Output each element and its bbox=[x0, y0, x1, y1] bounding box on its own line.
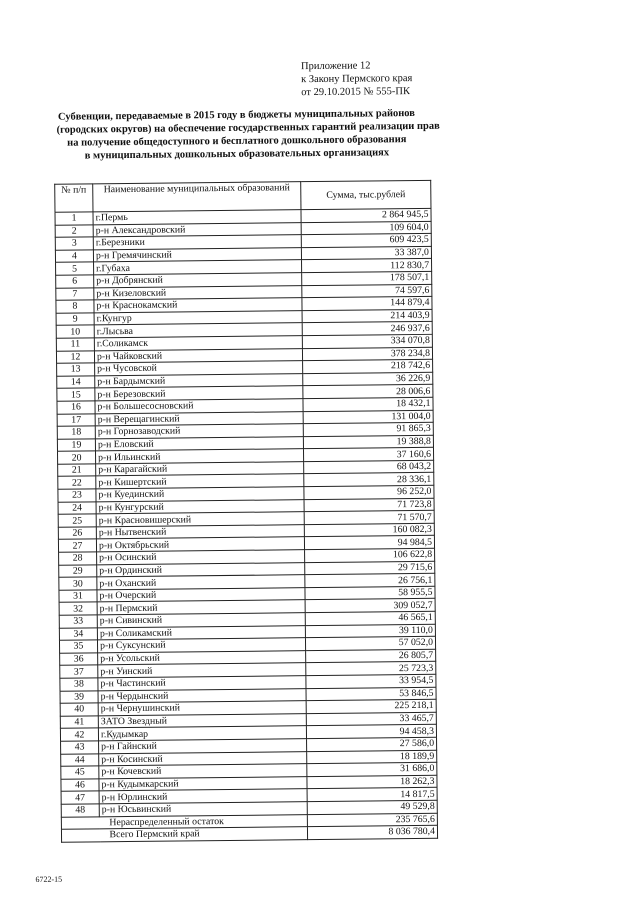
row-name: р-н Очерский bbox=[97, 587, 305, 602]
row-amount: 94 458,3 bbox=[306, 725, 436, 739]
row-name: р-н Пермский bbox=[97, 600, 305, 615]
row-name: р-н Бардымский bbox=[95, 373, 303, 388]
row-amount: 57 052,0 bbox=[305, 636, 435, 650]
row-name: р-н Верещагинский bbox=[95, 411, 303, 426]
row-amount: 27 586,0 bbox=[307, 737, 437, 751]
row-amount: 49 529,8 bbox=[307, 800, 437, 814]
row-amount: 36 226,9 bbox=[303, 372, 433, 386]
row-name: р-н Чернушинский bbox=[98, 701, 306, 716]
total-label: Всего Пермский край bbox=[99, 827, 307, 842]
appendix-reference bbox=[301, 59, 413, 99]
title-line: Субвенции, передаваемые в 2015 году в бюджеты муниципальных районов bbox=[57, 107, 416, 123]
row-number: 47 bbox=[61, 791, 99, 804]
row-number: 18 bbox=[57, 426, 95, 439]
row-name: р-н Юсьвинский bbox=[99, 802, 307, 817]
row-name: р-н Куединский bbox=[96, 487, 304, 502]
row-name: р-н Уинский bbox=[98, 663, 306, 678]
row-number: 44 bbox=[61, 753, 99, 766]
row-number: 36 bbox=[60, 653, 98, 666]
row-amount: 29 715,6 bbox=[305, 561, 435, 575]
row-name: р-н Частинский bbox=[98, 676, 306, 691]
row-number: 27 bbox=[58, 539, 96, 552]
row-name: р-н Кизеловский bbox=[94, 285, 302, 300]
row-name: г.Губаха bbox=[94, 260, 302, 275]
document-code: 6722-15 bbox=[35, 874, 63, 885]
appendix-line: к Закону Пермского края bbox=[301, 73, 413, 86]
row-number: 19 bbox=[57, 439, 95, 452]
row-amount: 309 052,7 bbox=[305, 599, 435, 613]
row-number: 42 bbox=[60, 728, 98, 741]
row-name: р-н Оханский bbox=[97, 575, 305, 590]
row-number bbox=[61, 816, 99, 829]
document-title bbox=[56, 107, 440, 163]
row-number: 21 bbox=[58, 464, 96, 477]
row-amount: 71 570,7 bbox=[304, 511, 434, 525]
row-number: 10 bbox=[56, 325, 94, 338]
row-name: р-н Ильинский bbox=[95, 449, 303, 464]
row-amount: 112 830,7 bbox=[302, 259, 432, 273]
row-name: г.Кудымкар bbox=[98, 726, 306, 741]
row-number: 5 bbox=[56, 262, 94, 275]
row-amount: 18 432,1 bbox=[303, 397, 433, 411]
row-amount: 378 234,8 bbox=[302, 347, 432, 361]
row-amount: 609 423,5 bbox=[301, 234, 431, 248]
row-name: р-н Еловский bbox=[95, 436, 303, 451]
row-number: 38 bbox=[60, 678, 98, 691]
row-name: р-н Гремячинский bbox=[93, 247, 301, 262]
row-number: 14 bbox=[57, 376, 95, 389]
row-name: р-н Добрянский bbox=[94, 273, 302, 288]
row-name: р-н Чайковский bbox=[94, 348, 302, 363]
row-number: 29 bbox=[59, 564, 97, 577]
row-amount: 96 252,0 bbox=[304, 485, 434, 499]
row-number: 11 bbox=[56, 338, 94, 351]
row-number: 30 bbox=[59, 577, 97, 590]
row-amount: 68 043,2 bbox=[304, 460, 434, 474]
row-amount: 91 865,3 bbox=[303, 422, 433, 436]
row-number: 20 bbox=[58, 451, 96, 464]
row-amount: 37 160,6 bbox=[303, 448, 433, 462]
subsidy-table bbox=[54, 180, 438, 843]
row-name: р-н Чусовской bbox=[95, 361, 303, 376]
appendix-line: от 29.10.2015 № 555-ПК bbox=[301, 86, 410, 99]
row-number: 46 bbox=[61, 779, 99, 792]
row-amount: 109 604,0 bbox=[301, 221, 431, 235]
row-name: г.Кунгур bbox=[94, 310, 302, 325]
row-amount: 14 817,5 bbox=[307, 788, 437, 802]
row-amount: 74 597,6 bbox=[302, 284, 432, 298]
row-name: р-н Карагайский bbox=[96, 462, 304, 477]
row-name: р-н Усольский bbox=[98, 650, 306, 665]
row-name: р-н Суксунский bbox=[97, 638, 305, 653]
row-amount: 214 403,9 bbox=[302, 309, 432, 323]
row-number: 40 bbox=[60, 703, 98, 716]
row-name: р-н Юрлинский bbox=[99, 789, 307, 804]
row-name: р-н Краснокамский bbox=[94, 298, 302, 313]
row-amount: 39 110,0 bbox=[305, 624, 435, 638]
row-name: р-н Чердынский bbox=[98, 688, 306, 703]
row-number: 35 bbox=[59, 640, 97, 653]
row-amount: 53 846,5 bbox=[306, 687, 436, 701]
row-name: р-н Кочевский bbox=[99, 764, 307, 779]
row-number: 1 bbox=[55, 212, 93, 225]
row-name: р-н Сивинский bbox=[97, 613, 305, 628]
unallocated-amount: 235 765,6 bbox=[307, 813, 437, 827]
row-amount: 218 742,6 bbox=[303, 359, 433, 373]
row-number: 45 bbox=[61, 766, 99, 779]
title-line: на получение общедоступного и бесплатного дошкольного образования bbox=[67, 134, 407, 149]
row-number: 23 bbox=[58, 489, 96, 502]
row-amount: 28 006,6 bbox=[303, 385, 433, 399]
row-amount: 94 984,5 bbox=[304, 536, 434, 550]
row-amount: 19 388,8 bbox=[303, 435, 433, 449]
row-number: 25 bbox=[58, 514, 96, 527]
row-amount: 106 622,8 bbox=[305, 548, 435, 562]
title-line: (городских округов) на обеспечение государственных гарантий реализации прав bbox=[56, 120, 440, 136]
row-number: 37 bbox=[60, 665, 98, 678]
row-amount: 46 565,1 bbox=[305, 611, 435, 625]
row-number: 15 bbox=[57, 388, 95, 401]
row-number: 43 bbox=[61, 741, 99, 754]
row-name: р-н Соликамский bbox=[97, 625, 305, 640]
row-amount: 144 879,4 bbox=[302, 296, 432, 310]
row-amount: 178 507,1 bbox=[302, 271, 432, 285]
row-amount: 131 004,0 bbox=[303, 410, 433, 424]
row-number: 9 bbox=[56, 313, 94, 326]
row-amount: 28 336,1 bbox=[304, 473, 434, 487]
title-line: в муниципальных дошкольных образовательных организациях bbox=[84, 147, 390, 162]
row-number: 17 bbox=[57, 413, 95, 426]
row-number: 41 bbox=[60, 716, 98, 729]
row-number: 28 bbox=[59, 552, 97, 565]
row-name: р-н Березовский bbox=[95, 386, 303, 401]
row-name: р-н Кунгурский bbox=[96, 499, 304, 514]
row-number: 39 bbox=[60, 690, 98, 703]
header-number: № п/п bbox=[55, 184, 93, 212]
table-header-row bbox=[55, 180, 431, 212]
row-name: р-н Октябрьский bbox=[96, 537, 304, 552]
row-number: 33 bbox=[59, 615, 97, 628]
row-number: 32 bbox=[59, 602, 97, 615]
row-name: г.Соликамск bbox=[94, 336, 302, 351]
row-number: 7 bbox=[56, 287, 94, 300]
row-amount: 160 082,3 bbox=[304, 523, 434, 537]
row-number: 34 bbox=[59, 627, 97, 640]
row-number: 48 bbox=[61, 804, 99, 817]
total-amount: 8 036 780,4 bbox=[307, 825, 437, 839]
row-name: р-н Осинский bbox=[97, 550, 305, 565]
row-name: р-н Гайнский bbox=[99, 739, 307, 754]
row-amount: 246 937,6 bbox=[302, 322, 432, 336]
table-body bbox=[55, 208, 438, 842]
row-name: р-н Кишертский bbox=[96, 474, 304, 489]
header-amount: Сумма, тыс.рублей bbox=[301, 180, 431, 209]
row-number: 13 bbox=[57, 363, 95, 376]
row-amount: 2 864 945,5 bbox=[301, 208, 431, 222]
row-number: 8 bbox=[56, 300, 94, 313]
row-name: г.Пермь bbox=[93, 210, 301, 225]
row-name: р-н Ординский bbox=[97, 562, 305, 577]
row-amount: 26 805,7 bbox=[306, 649, 436, 663]
row-amount: 33 387,0 bbox=[301, 246, 431, 260]
row-amount: 33 954,5 bbox=[306, 674, 436, 688]
appendix-line: Приложение 12 bbox=[300, 60, 371, 73]
row-name: ЗАТО Звездный bbox=[98, 713, 306, 728]
row-name: р-н Большесосновский bbox=[95, 399, 303, 414]
row-number: 3 bbox=[55, 237, 93, 250]
row-number: 6 bbox=[56, 275, 94, 288]
row-amount: 18 189,9 bbox=[307, 750, 437, 764]
row-name: р-н Нытвенский bbox=[96, 525, 304, 540]
row-number: 22 bbox=[58, 476, 96, 489]
row-number: 31 bbox=[59, 590, 97, 603]
row-number: 26 bbox=[58, 527, 96, 540]
header-name: Наименование муниципальных образований bbox=[93, 182, 301, 212]
row-name: р-н Косинский bbox=[99, 751, 307, 766]
row-number: 4 bbox=[55, 250, 93, 263]
row-amount: 71 723,8 bbox=[304, 498, 434, 512]
unallocated-label: Нераспределенный остаток bbox=[99, 814, 307, 829]
row-name: г.Лысьва bbox=[94, 323, 302, 338]
row-amount: 25 723,3 bbox=[306, 662, 436, 676]
row-name: р-н Красновишерский bbox=[96, 512, 304, 527]
row-amount: 18 262,3 bbox=[307, 775, 437, 789]
row-number bbox=[61, 829, 99, 842]
row-amount: 58 955,5 bbox=[305, 586, 435, 600]
row-name: г.Березники bbox=[93, 235, 301, 250]
row-name: р-н Кудымкарский bbox=[99, 776, 307, 791]
row-amount: 334 070,8 bbox=[302, 334, 432, 348]
row-name: р-н Александровский bbox=[93, 222, 301, 237]
row-number: 12 bbox=[56, 350, 94, 363]
row-amount: 31 686,0 bbox=[307, 762, 437, 776]
row-amount: 26 756,1 bbox=[305, 574, 435, 588]
row-number: 24 bbox=[58, 502, 96, 515]
row-amount: 33 465,7 bbox=[306, 712, 436, 726]
row-number: 2 bbox=[55, 224, 93, 237]
row-amount: 225 218,1 bbox=[306, 699, 436, 713]
row-name: р-н Горнозаводский bbox=[95, 424, 303, 439]
row-number: 16 bbox=[57, 401, 95, 414]
